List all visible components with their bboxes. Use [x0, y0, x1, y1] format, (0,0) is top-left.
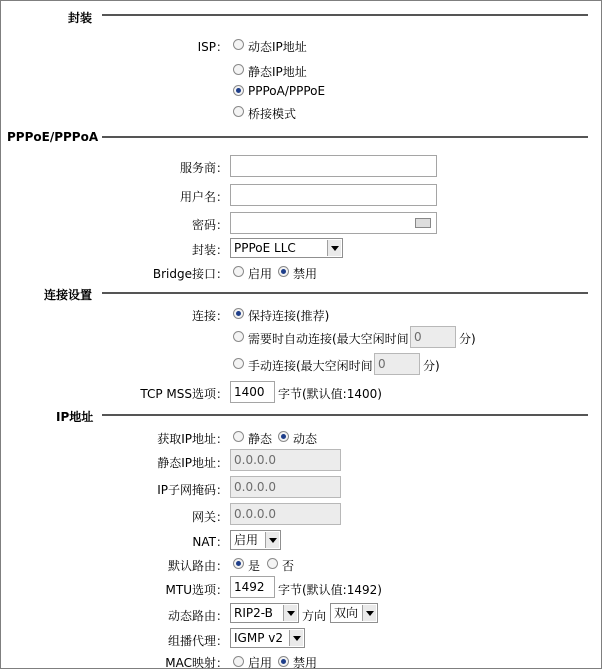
connection-manual-label: 手动连接(最大空闲时间: [248, 359, 373, 373]
provider-label: 服务商：: [179, 161, 228, 175]
section-title-connection: 连接设置: [44, 288, 93, 302]
encap-select[interactable]: [230, 238, 343, 258]
default-route-yes-label: 是: [248, 559, 261, 573]
manual-idle-unit: 分): [423, 359, 440, 373]
mac-mapping-label: MAC映射：: [165, 656, 228, 669]
mtu-hint: 字节(默认值:1492): [278, 583, 382, 597]
isp-option-static-label: 静态IP地址: [248, 65, 307, 79]
get-ip-radio-dynamic[interactable]: [278, 431, 289, 442]
isp-radio-bridge[interactable]: [233, 106, 244, 117]
section-divider: [102, 136, 588, 138]
nat-select-value: 启用: [234, 533, 259, 547]
section-title-encap: 封装: [68, 11, 93, 25]
section-divider: [102, 414, 588, 416]
mss-label: TCP MSS选项：: [140, 387, 228, 401]
dyn-route-select[interactable]: [230, 603, 299, 623]
connection-keep-label: 保持连接(推荐): [248, 309, 330, 323]
static-ip-input[interactable]: [230, 449, 341, 471]
dyn-route-label: 动态路由：: [167, 609, 228, 623]
igmp-select-value: IGMP v2: [234, 631, 283, 645]
isp-radio-dynamic[interactable]: [233, 39, 244, 50]
provider-input[interactable]: [230, 155, 437, 177]
mtu-label: MTU选项：: [165, 583, 228, 597]
default-route-no-label: 否: [282, 559, 295, 573]
encap-label: 封装：: [191, 243, 228, 257]
mac-disable-label: 禁用: [293, 656, 318, 669]
direction-select[interactable]: [330, 603, 378, 623]
isp-option-bridge-label: 桥接模式: [248, 107, 297, 121]
password-input[interactable]: [230, 212, 437, 234]
connection-auto-label: 需要时自动连接(最大空闲时间: [248, 332, 409, 346]
isp-radio-pppoe[interactable]: [233, 85, 244, 96]
mss-input[interactable]: [230, 381, 275, 403]
static-ip-label: 静态IP地址：: [157, 456, 228, 470]
chevron-down-icon: [265, 532, 279, 548]
mac-radio-enable[interactable]: [233, 656, 244, 667]
isp-option-dynamic-label: 动态IP地址: [248, 40, 307, 54]
auto-idle-input[interactable]: [410, 326, 456, 348]
nat-label: NAT：: [192, 535, 228, 549]
isp-radio-static[interactable]: [233, 64, 244, 75]
isp-label: ISP：: [197, 40, 228, 54]
connection-label: 连接：: [191, 309, 228, 323]
mss-hint: 字节(默认值:1400): [278, 387, 382, 401]
keyboard-icon[interactable]: [415, 218, 431, 228]
chevron-down-icon: [289, 630, 303, 646]
manual-idle-input[interactable]: [374, 353, 420, 375]
auto-idle-unit: 分): [459, 332, 476, 346]
bridge-label: Bridge接口：: [152, 267, 228, 281]
username-label: 用户名：: [179, 190, 228, 204]
get-ip-static-label: 静态: [248, 432, 273, 446]
section-title-ip: IP地址: [56, 410, 94, 424]
section-title-pppoe: PPPoE/PPPoA: [7, 130, 99, 144]
igmp-label: 组播代理：: [167, 634, 228, 648]
default-route-radio-yes[interactable]: [233, 558, 244, 569]
bridge-radio-enable[interactable]: [233, 266, 244, 277]
bridge-radio-disable[interactable]: [278, 266, 289, 277]
mac-enable-label: 启用: [248, 656, 273, 669]
direction-label: 方向: [302, 609, 327, 623]
nat-select[interactable]: [230, 530, 281, 550]
igmp-select[interactable]: [230, 628, 305, 648]
connection-radio-manual[interactable]: [233, 358, 244, 369]
direction-select-value: 双向: [334, 606, 359, 620]
default-route-radio-no[interactable]: [267, 558, 278, 569]
section-divider: [102, 292, 588, 294]
bridge-enable-label: 启用: [248, 267, 273, 281]
dyn-route-select-value: RIP2-B: [234, 606, 273, 620]
subnet-mask-input[interactable]: [230, 476, 341, 498]
chevron-down-icon: [327, 240, 341, 256]
gateway-label: 网关：: [191, 510, 228, 524]
connection-radio-keep[interactable]: [233, 308, 244, 319]
gateway-input[interactable]: [230, 503, 341, 525]
section-divider: [102, 14, 588, 16]
default-route-label: 默认路由：: [167, 559, 228, 573]
password-label: 密码：: [191, 218, 228, 232]
get-ip-dynamic-label: 动态: [293, 432, 318, 446]
chevron-down-icon: [362, 605, 376, 621]
subnet-mask-label: IP子网掩码：: [157, 483, 228, 497]
encap-select-value: PPPoE LLC: [234, 241, 296, 255]
isp-option-pppoe-label: PPPoA/PPPoE: [248, 84, 326, 98]
get-ip-label: 获取IP地址：: [157, 432, 228, 446]
mtu-input[interactable]: [230, 576, 275, 598]
bridge-disable-label: 禁用: [293, 267, 318, 281]
chevron-down-icon: [283, 605, 297, 621]
mac-radio-disable[interactable]: [278, 656, 289, 667]
username-input[interactable]: [230, 184, 437, 206]
connection-radio-auto[interactable]: [233, 331, 244, 342]
get-ip-radio-static[interactable]: [233, 431, 244, 442]
